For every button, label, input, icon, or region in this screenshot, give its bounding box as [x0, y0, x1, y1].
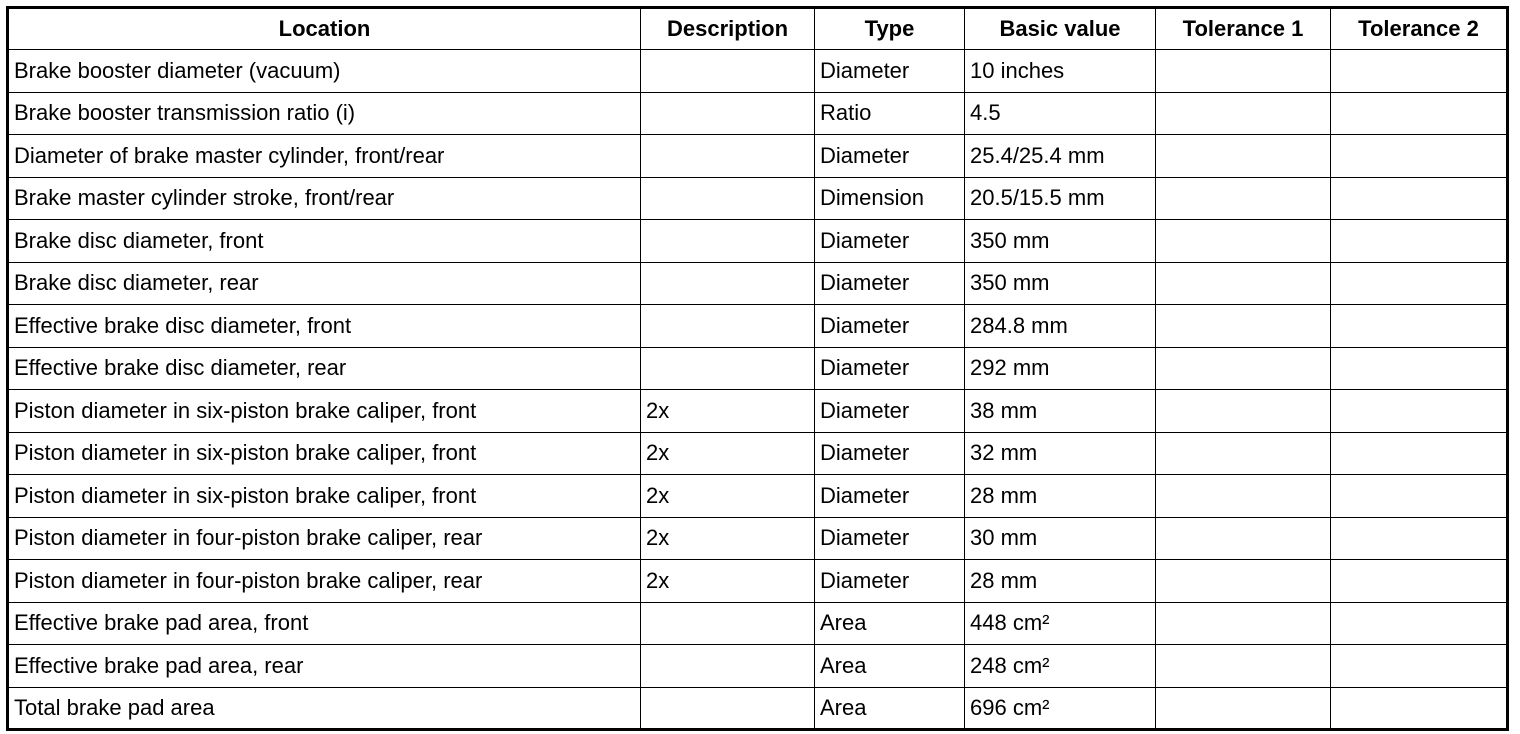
- location-cell: Effective brake pad area, front: [8, 602, 641, 645]
- description-cell: 2x: [641, 475, 815, 518]
- tolerance-2-cell: [1331, 645, 1508, 688]
- basic-value-cell: 448 cm²: [965, 602, 1156, 645]
- basic-value-cell: 248 cm²: [965, 645, 1156, 688]
- tolerance-2-cell: [1331, 475, 1508, 518]
- basic-value-cell: 696 cm²: [965, 687, 1156, 730]
- basic-value-cell: 284.8 mm: [965, 305, 1156, 348]
- type-cell: Diameter: [815, 135, 965, 178]
- table-row: [8, 560, 1508, 603]
- location-cell: Brake booster transmission ratio (i): [8, 92, 641, 135]
- description-cell: [641, 602, 815, 645]
- location-cell: Brake master cylinder stroke, front/rear: [8, 177, 641, 220]
- tolerance-1-cell: [1156, 687, 1331, 730]
- tolerance-1-cell: [1156, 305, 1331, 348]
- description-cell: [641, 687, 815, 730]
- type-cell: Diameter: [815, 432, 965, 475]
- table-row: [8, 347, 1508, 390]
- tolerance-2-cell: [1331, 390, 1508, 433]
- type-cell: Diameter: [815, 475, 965, 518]
- description-cell: 2x: [641, 517, 815, 560]
- basic-value-cell: 20.5/15.5 mm: [965, 177, 1156, 220]
- type-cell: Area: [815, 687, 965, 730]
- tolerance-2-cell: [1331, 92, 1508, 135]
- table-row: [8, 517, 1508, 560]
- tolerance-2-cell: [1331, 50, 1508, 93]
- description-cell: [641, 177, 815, 220]
- location-cell: Brake disc diameter, rear: [8, 262, 641, 305]
- table-row: [8, 50, 1508, 93]
- table-row: [8, 390, 1508, 433]
- table-row: [8, 92, 1508, 135]
- type-cell: Diameter: [815, 305, 965, 348]
- table-row: [8, 305, 1508, 348]
- tolerance-1-cell: [1156, 602, 1331, 645]
- location-cell: Brake disc diameter, front: [8, 220, 641, 263]
- table-row: [8, 135, 1508, 178]
- type-cell: Diameter: [815, 347, 965, 390]
- location-cell: Effective brake pad area, rear: [8, 645, 641, 688]
- basic-value-cell: 292 mm: [965, 347, 1156, 390]
- tolerance-2-cell: [1331, 135, 1508, 178]
- basic-value-cell: 38 mm: [965, 390, 1156, 433]
- location-cell: Diameter of brake master cylinder, front/rear: [8, 135, 641, 178]
- tolerance-2-cell: [1331, 262, 1508, 305]
- tolerance-1-cell: [1156, 645, 1331, 688]
- tolerance-1-cell: [1156, 432, 1331, 475]
- location-cell: Piston diameter in six-piston brake caliper, front: [8, 432, 641, 475]
- table-row: [8, 432, 1508, 475]
- brake-spec-table: [6, 6, 1509, 731]
- table-row: [8, 177, 1508, 220]
- tolerance-1-cell: [1156, 220, 1331, 263]
- tolerance-2-cell: [1331, 517, 1508, 560]
- basic-value-cell: 350 mm: [965, 220, 1156, 263]
- type-cell: Diameter: [815, 262, 965, 305]
- tolerance-1-cell: [1156, 177, 1331, 220]
- tolerance-2-cell: [1331, 560, 1508, 603]
- header-type: Type: [815, 8, 965, 50]
- basic-value-cell: 25.4/25.4 mm: [965, 135, 1156, 178]
- tolerance-1-cell: [1156, 135, 1331, 178]
- tolerance-2-cell: [1331, 305, 1508, 348]
- tolerance-1-cell: [1156, 347, 1331, 390]
- tolerance-1-cell: [1156, 262, 1331, 305]
- location-cell: Brake booster diameter (vacuum): [8, 50, 641, 93]
- type-cell: Diameter: [815, 517, 965, 560]
- type-cell: Diameter: [815, 390, 965, 433]
- header-tolerance-1: Tolerance 1: [1156, 8, 1331, 50]
- tolerance-1-cell: [1156, 92, 1331, 135]
- description-cell: [641, 262, 815, 305]
- description-cell: 2x: [641, 432, 815, 475]
- type-cell: Ratio: [815, 92, 965, 135]
- table-body: [8, 50, 1508, 730]
- header-basic-value: Basic value: [965, 8, 1156, 50]
- header-tolerance-2: Tolerance 2: [1331, 8, 1508, 50]
- description-cell: [641, 305, 815, 348]
- table-row: [8, 602, 1508, 645]
- description-cell: [641, 135, 815, 178]
- type-cell: Diameter: [815, 220, 965, 263]
- tolerance-1-cell: [1156, 560, 1331, 603]
- description-cell: 2x: [641, 390, 815, 433]
- description-cell: [641, 92, 815, 135]
- type-cell: Diameter: [815, 50, 965, 93]
- description-cell: [641, 347, 815, 390]
- tolerance-2-cell: [1331, 177, 1508, 220]
- description-cell: [641, 50, 815, 93]
- location-cell: Piston diameter in four-piston brake caliper, rear: [8, 517, 641, 560]
- location-cell: Piston diameter in six-piston brake caliper, front: [8, 475, 641, 518]
- basic-value-cell: 28 mm: [965, 475, 1156, 518]
- type-cell: Diameter: [815, 560, 965, 603]
- location-cell: Effective brake disc diameter, rear: [8, 347, 641, 390]
- tolerance-1-cell: [1156, 50, 1331, 93]
- table-row: [8, 475, 1508, 518]
- location-cell: Piston diameter in four-piston brake caliper, rear: [8, 560, 641, 603]
- tolerance-2-cell: [1331, 602, 1508, 645]
- location-cell: Piston diameter in six-piston brake caliper, front: [8, 390, 641, 433]
- header-description: Description: [641, 8, 815, 50]
- type-cell: Area: [815, 602, 965, 645]
- table-row: [8, 687, 1508, 730]
- basic-value-cell: 350 mm: [965, 262, 1156, 305]
- basic-value-cell: 28 mm: [965, 560, 1156, 603]
- basic-value-cell: 32 mm: [965, 432, 1156, 475]
- tolerance-1-cell: [1156, 390, 1331, 433]
- basic-value-cell: 4.5: [965, 92, 1156, 135]
- table-header-row: [8, 8, 1508, 50]
- location-cell: Total brake pad area: [8, 687, 641, 730]
- table-row: [8, 262, 1508, 305]
- type-cell: Area: [815, 645, 965, 688]
- location-cell: Effective brake disc diameter, front: [8, 305, 641, 348]
- tolerance-2-cell: [1331, 687, 1508, 730]
- tolerance-2-cell: [1331, 347, 1508, 390]
- tolerance-2-cell: [1331, 432, 1508, 475]
- table-row: [8, 220, 1508, 263]
- tolerance-1-cell: [1156, 475, 1331, 518]
- description-cell: [641, 645, 815, 688]
- tolerance-2-cell: [1331, 220, 1508, 263]
- basic-value-cell: 30 mm: [965, 517, 1156, 560]
- type-cell: Dimension: [815, 177, 965, 220]
- header-location: Location: [8, 8, 641, 50]
- table-row: [8, 645, 1508, 688]
- tolerance-1-cell: [1156, 517, 1331, 560]
- basic-value-cell: 10 inches: [965, 50, 1156, 93]
- description-cell: [641, 220, 815, 263]
- description-cell: 2x: [641, 560, 815, 603]
